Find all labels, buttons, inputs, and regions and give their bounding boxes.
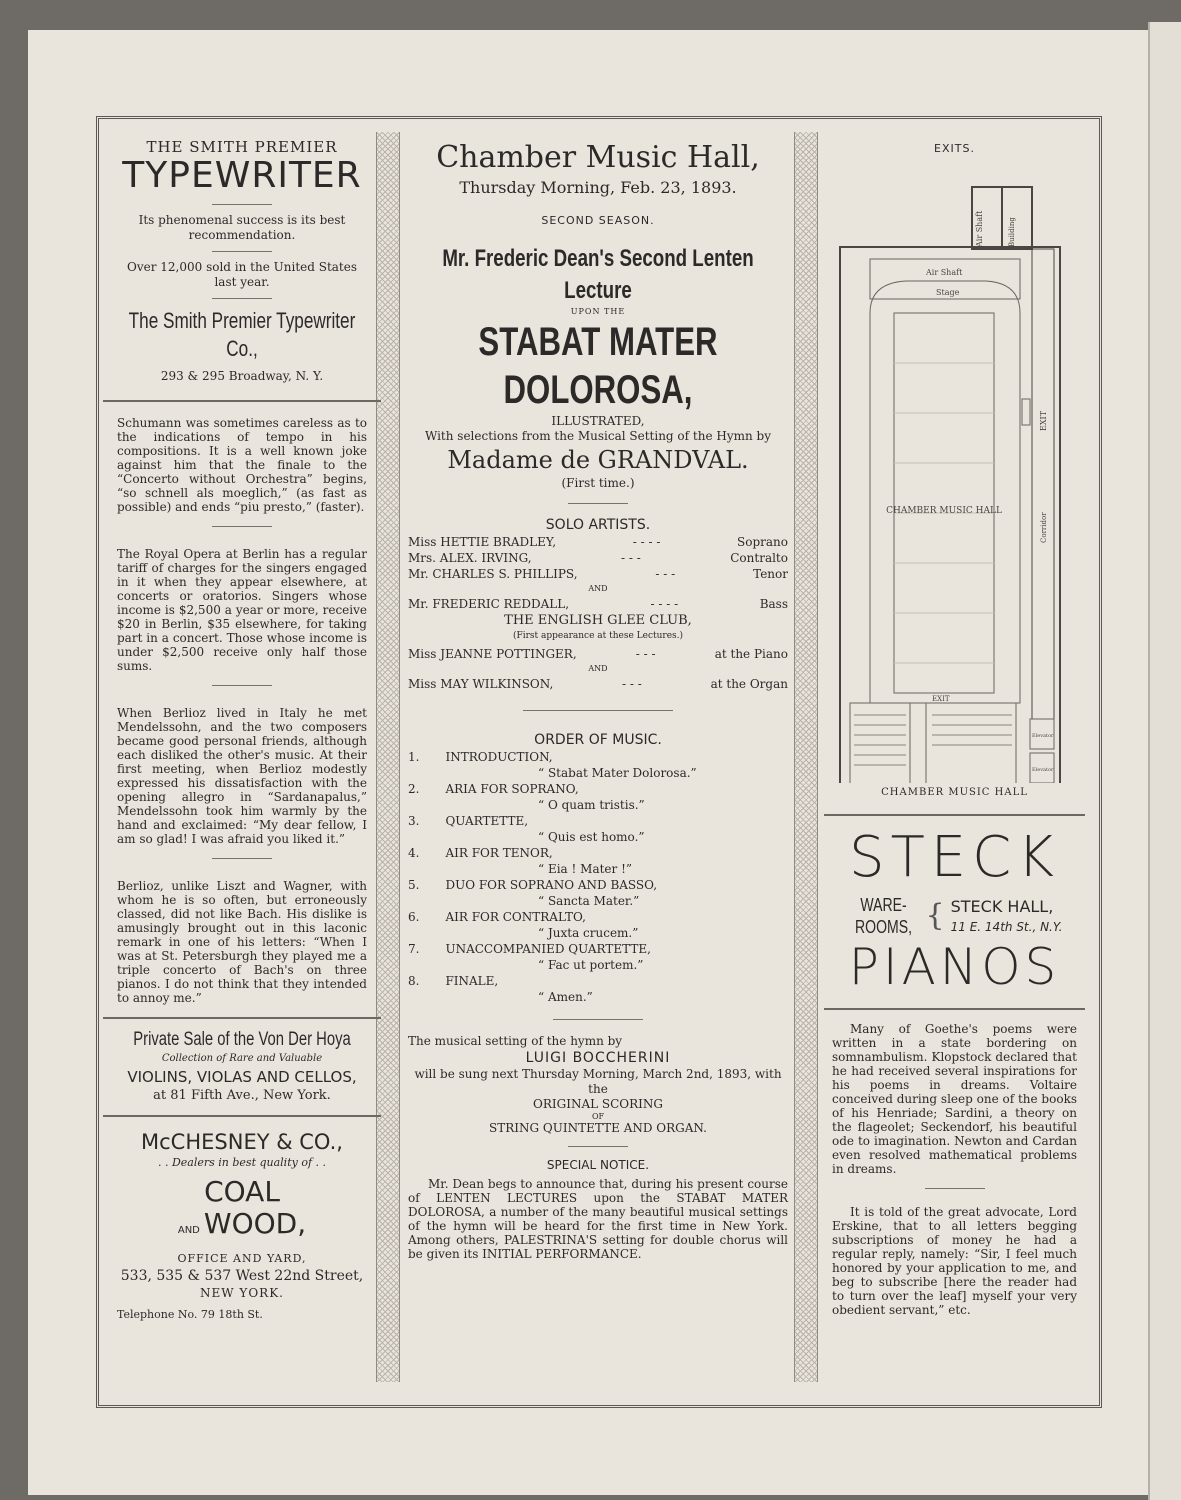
section-rule [103,1017,381,1019]
order-item [408,845,788,861]
dealer-office: OFFICE AND YARD, [177,1252,307,1265]
steck-product: PIANOS [848,938,1061,996]
plan-caption: CHAMBER MUSIC HALL [881,787,1028,798]
artist-dashes: - - - [621,551,641,565]
adjacent-sheet-edge [1150,22,1181,1500]
order-number: 7. [408,942,420,956]
event-date: Thursday Morning, Feb. 23, 1893. [459,178,737,197]
order-subtitle: “ O quam tristis.” [538,798,645,812]
scoring: ORIGINAL SCORING [533,1097,663,1111]
artist-name: Mr. FREDERIC REDDALL, [408,597,570,611]
steck-address: 11 E. 14th St., N.Y. [950,920,1063,934]
lecture-subject: STABAT MATER DOLOROSA, [478,320,718,412]
artist-dashes: - - - - [632,535,661,549]
artist-row [408,566,788,582]
erskine-paragraph: It is told of the great advocate, Lord Erskine, that to all letters begging subscriptions of money he had a regular reply, namely: “Sir, I feel much honored by your application to me, and beg to subscribe [here the reader had to turn over the leaf] myself your very obedient servant,” etc. [832,1205,1077,1317]
plan-label-air-shaft-2: Air Shaft [925,268,962,277]
sale-title: Private Sale of the Von Der Hoya [133,1029,351,1050]
setting-composer: LUIGI BOCCHERINI [525,1050,671,1066]
artist-name: Miss MAY WILKINSON, [408,677,554,691]
order-title: UNACCOMPANIED QUARTETTE, [445,942,651,956]
lecture-title: Mr. Frederic Dean's Second Lenten Lecture [442,245,754,304]
scoring-of: OF [591,1112,605,1121]
order-item [408,749,788,765]
violin-sale-ad [117,1029,367,1103]
setting-intro: The musical setting of the hymn by [408,1034,623,1048]
artist-name: Miss JEANNE POTTINGER, [408,647,577,661]
ornamental-column-divider-right [794,132,818,1382]
solo-artists-heading: SOLO ARTISTS. [545,517,651,533]
dealer-tagline: . . Dealers in best quality of . . [157,1156,327,1169]
plan-label-elevator: Elevator [1031,733,1053,739]
berlioz-bach-paragraph: Berlioz, unlike Liszt and Wagner, with whom he is so often, but erroneously classed, did not like Bach. His dislike is amusingly brought out in this laconic remark in one of his letters: “When I was at St. Petersburgh they played me a triple concerto of Bach's on three pianos. I do not think that they intended to annoy me.” [117,879,367,1005]
plan-label-building: Building [1007,217,1016,247]
divider [568,1146,628,1147]
steck-brand: STECK [849,825,1060,890]
order-title: FINALE, [445,974,499,988]
typewriter-tagline: Its phenomenal success is its best recommendation. [138,213,346,242]
dealer-coal: COAL [204,1175,280,1208]
artist-row [408,596,788,612]
dealer-and: AND [177,1225,200,1236]
order-item [408,813,788,829]
order-title: QUARTETTE, [445,814,529,828]
plan-label-exit-2: EXIT [931,695,950,703]
artist-row [408,676,788,692]
berlioz-mendelssohn-paragraph: When Berlioz lived in Italy he met Mendelssohn, and the two composers became good personal friends, although each disliked the other's music. At their first meeting, when Berlioz modestly expressed his dissatisfaction with the opening allegro in “Sardanapalus,” Mendelssohn took him warmly by the hand and exclaimed: “My dear fellow, I am so glad! I was afraid you liked it.” [117,706,367,846]
steck-piano-ad [832,825,1077,996]
order-subtitle: “ Sancta Mater.” [538,894,640,908]
plan-title: EXITS. [934,142,975,155]
right-column [832,138,1077,1329]
artist-name: Mrs. ALEX. IRVING, [408,551,532,565]
order-item [408,877,788,893]
order-number: 3. [408,814,420,828]
artist-role: Contralto [730,551,788,565]
venue-title: Chamber Music Hall, [436,140,760,175]
divider [553,1019,643,1020]
order-number: 1. [408,750,420,764]
program-column [408,138,788,1273]
order-subtitle: “ Eia ! Mater !” [538,862,633,876]
typewriter-company: The Smith Premier Typewriter Co., [128,308,356,361]
artist-row [408,534,788,550]
divider [212,251,272,252]
section-rule [824,814,1085,816]
and-separator: AND [588,584,608,593]
order-number: 4. [408,846,420,860]
coal-dealer-ad [117,1129,367,1322]
divider [925,1188,985,1189]
artist-name: Miss HETTIE BRADLEY, [408,535,557,549]
typewriter-ad [117,138,367,384]
dealer-name: McCHESNEY & CO., [141,1130,343,1154]
order-title: AIR FOR CONTRALTO, [445,910,586,924]
illustrated: ILLUSTRATED, [551,414,645,428]
divider [212,526,272,527]
typewriter-product: TYPEWRITER [122,155,362,196]
berlin-opera-paragraph: The Royal Opera at Berlin has a regular tariff of charges for the singers engaged in it when they appear elsewhere, at concerts or oratorios. Singers whose income is $2,500 a year or more, receive $20 in Berlin, $35 elsewhere, for taking part in a concert. Those whose income is under $2,500 receive only half those sums. [117,547,367,673]
steck-hall: STECK HALL, [950,897,1054,916]
divider [212,685,272,686]
typewriter-brand: THE SMITH PREMIER [146,138,338,156]
divider [523,710,673,711]
selections-note: With selections from the Musical Setting of the Hymn by [424,429,772,443]
setting-line: will be sung next Thursday Morning, March 2nd, 1893, with the [414,1067,782,1096]
artist-dashes: - - - [622,677,642,691]
schumann-paragraph: Schumann was sometimes careless as to the indications of tempo in his compositions. It is a well known joke against him that the finale to the “Concerto without Orchestra” begins, “so schnell als moeglich,” (as fast as possible) and ends “piu presto,” (faster). [117,416,367,514]
divider [212,298,272,299]
order-item [408,781,788,797]
artist-list [408,534,788,582]
dealer-wood: WOOD, [203,1207,307,1240]
and-separator: AND [588,664,608,673]
artist-role: Bass [759,597,788,611]
upon-the: UPON THE [570,307,626,316]
artist-name: Mr. CHARLES S. PHILLIPS, [408,567,578,581]
artist-dashes: - - - [655,567,676,581]
order-subtitle: “ Fac ut portem.” [538,958,644,972]
goethe-paragraph: Many of Goethe's poems were written in a state bordering on somnambulism. Klopstock declared that he had received several inspirations for his poems in dreams. Voltaire conceived during sleep one of the books of his Henriade; Sardini, a theory on the flageolet; Seckendorf, his beautiful ode to imagination. Newton and Cardan even resolved mathematical problems in dreams. [832,1022,1077,1176]
floor-plan [836,163,1074,783]
artist-dashes: - - - - [650,597,679,611]
artist-role: Soprano [737,535,788,549]
brace-glyph: { [925,898,945,933]
steck-rooms: ROOMS, [854,917,912,937]
sale-address: at 81 Fifth Ave., New York. [153,1088,331,1103]
order-title: ARIA FOR SOPRANO, [445,782,579,796]
divider [568,503,628,504]
left-column [117,138,367,1322]
section-rule [103,400,381,402]
plan-label-exit: EXIT [1038,410,1048,431]
order-number: 5. [408,878,420,892]
divider [212,204,272,205]
order-item [408,909,788,925]
order-subtitle: “ Amen.” [538,990,593,1004]
section-rule [824,1008,1085,1010]
order-of-music [408,749,788,1005]
order-subtitle: “ Juxta crucem.” [538,926,639,940]
order-item [408,973,788,989]
dealer-city: NEW YORK. [200,1286,284,1300]
dealer-street: 533, 535 & 537 West 22nd Street, [120,1268,364,1284]
sale-subtitle: Collection of Rare and Valuable [161,1053,323,1064]
plan-label-stage: Stage [935,288,959,297]
typewriter-sales: Over 12,000 sold in the United States last year. [127,260,358,289]
order-title: INTRODUCTION, [445,750,553,764]
special-notice-heading: SPECIAL NOTICE. [546,1158,650,1172]
order-title: AIR FOR TENOR, [445,846,553,860]
plan-label-elevator-2: Elevator [1031,767,1053,773]
section-rule [103,1115,381,1117]
glee-club: THE ENGLISH GLEE CLUB, [504,613,692,628]
artist-role: at the Organ [710,677,788,691]
typewriter-address: 293 & 295 Broadway, N. Y. [160,369,324,383]
plan-label-air-shaft: Air Shaft [974,210,984,247]
artist-row [408,550,788,566]
glee-club-note: (First appearance at these Lectures.) [512,631,684,641]
steck-ware: WARE- [859,895,907,915]
order-number: 6. [408,910,420,924]
ornamental-column-divider-left [376,132,400,1382]
divider [212,858,272,859]
order-number: 2. [408,782,420,796]
plan-label-hall: CHAMBER MUSIC HALL [885,506,1002,516]
floor-plan-drawing [836,163,1074,783]
season: SECOND SEASON. [541,214,655,227]
order-number: 8. [408,974,420,988]
special-notice-text: Mr. Dean begs to announce that, during his present course of LENTEN LECTURES upon the STABAT MATER DOLOROSA, a number of the many beautiful musical settings of the hymn will be heard for the first time in New York. Among others, PALESTRINA'S setting for double chorus will be given its INITIAL PERFORMANCE. [408,1177,788,1261]
plan-label-corridor: Corridor [1039,512,1048,543]
dealer-phone: Telephone No. 79 18th St. [117,1308,263,1321]
order-heading: ORDER OF MUSIC. [534,732,662,748]
artist-row [408,646,788,662]
order-title: DUO FOR SOPRANO AND BASSO, [445,878,658,892]
order-subtitle: “ Quis est homo.” [538,830,645,844]
artist-role: Tenor [753,567,788,581]
first-time-note: (First time.) [561,476,635,490]
instruments: STRING QUINTETTE AND ORGAN. [489,1121,707,1135]
sale-items: VIOLINS, VIOLAS AND CELLOS, [127,1068,357,1086]
artist-dashes: - - - [635,647,656,661]
artist-role: at the Piano [714,647,788,661]
order-subtitle: “ Stabat Mater Dolorosa.” [538,766,697,780]
featured-composer: Madame de GRANDVAL. [447,446,749,474]
order-item [408,941,788,957]
